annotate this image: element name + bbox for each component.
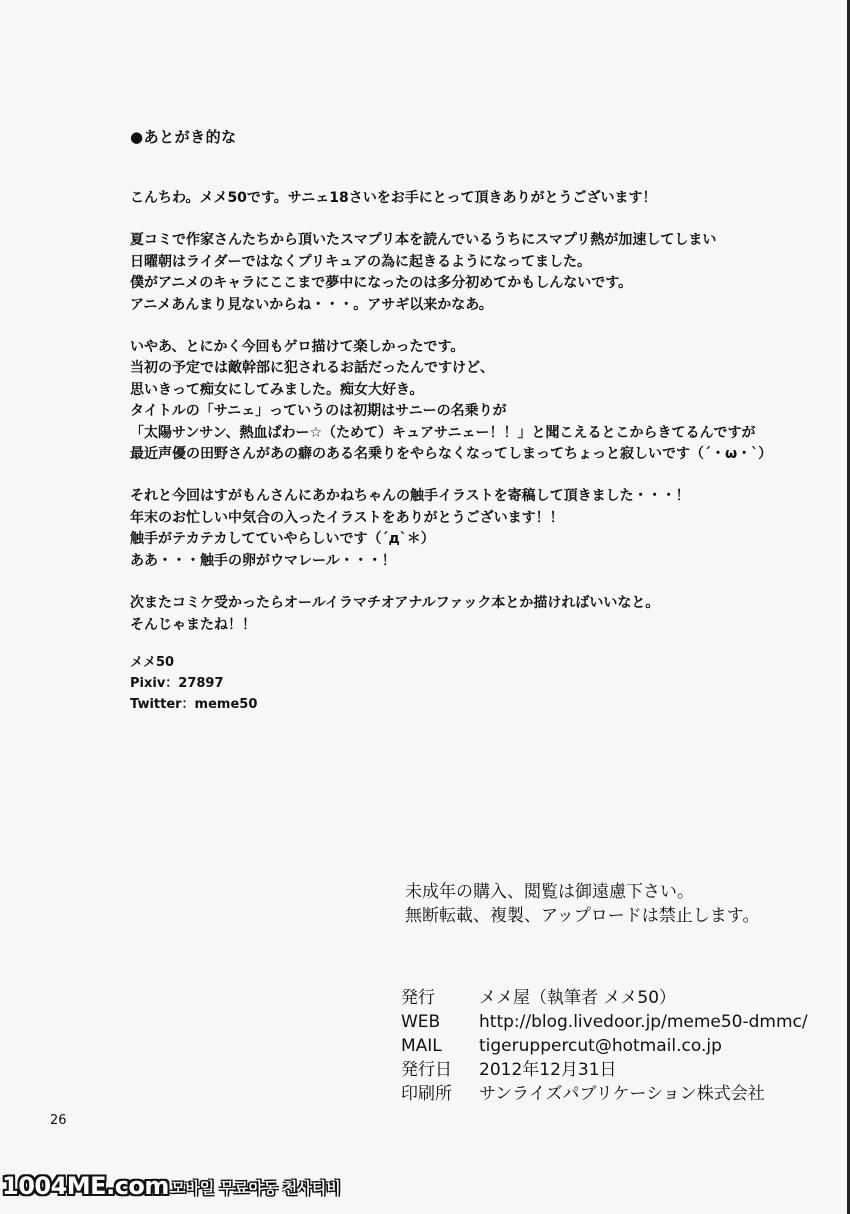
watermark-logo: 1004ME.com (2, 1172, 169, 1200)
author-pixiv: Pixiv：27897 (130, 676, 224, 691)
notice-line: 未成年の購入、閲覧は御遠慮下さい。 (405, 882, 694, 902)
colophon-value: 2012年12月31日 (479, 1060, 617, 1080)
colophon-key: 発行 (401, 988, 435, 1008)
paragraph-summer-comiket (130, 230, 830, 316)
text-line: 思いきって痴女にしてみました。痴女大好き。 (130, 381, 424, 398)
afterword-heading: ●あとがき的な (130, 128, 237, 146)
text-line: 年末のお忙しい中気合の入ったイラストをありがとうございます！！ (130, 509, 564, 526)
text-line: それと今回はすがもんさんにあかねちゃんの触手イラストを寄稿して頂きました・・・！ (130, 488, 690, 505)
text-line: いやあ、とにかく今回もゲロ描けて楽しかったです。 (130, 339, 465, 356)
watermark-tagline: 모바일 무료야동 천사티비 (170, 1179, 341, 1197)
colophon-value: メメ屋（執筆者 メメ50） (479, 988, 677, 1008)
text-line: 触手がテカテカしてていやらしいです（´д`＊） (130, 531, 435, 548)
author-signature (130, 652, 257, 715)
text-line: ああ・・・触手の卵がウマレール・・・！ (130, 552, 396, 569)
text-line: 僕がアニメのキャラにここまで夢中になったのは多分初めてかもしんないです。 (130, 275, 633, 292)
text-line: 「太陽サンサン、熱血ぱわー☆（ためて）キュアサニェー！！」と聞こえるとこからきてるんですが (130, 424, 756, 441)
author-twitter: Twitter：meme50 (130, 697, 258, 712)
colophon-key: MAIL (401, 1036, 442, 1056)
afterword-body (130, 188, 830, 657)
colophon (401, 986, 808, 1106)
text-line: アニメあんまり見ないからね・・・。アサギ以来かなあ。 (130, 296, 493, 313)
author-name: メメ50 (130, 655, 175, 670)
colophon-row-mail (401, 1034, 808, 1058)
colophon-value: tigeruppercut@hotmail.co.jp (479, 1036, 722, 1056)
colophon-row-date (401, 1058, 808, 1082)
colophon-value: http://blog.livedoor.jp/meme50-dmmc/ (479, 1012, 808, 1032)
site-watermark (2, 1170, 341, 1200)
colophon-key: WEB (401, 1012, 441, 1032)
text-line: 次またコミケ受かったらオールイラマチオアナルファック本とか描ければいいなと。 (130, 595, 660, 612)
colophon-key: 発行日 (401, 1060, 452, 1080)
text-line: 最近声優の田野さんがあの癖のある名乗りをやらなくなってしまってちょっと寂しいです（´・ω・`） (130, 446, 773, 463)
paragraph-greeting (130, 188, 830, 209)
legal-notice (405, 880, 759, 928)
colophon-row-web (401, 1010, 808, 1034)
text-line: 夏コミで作家さんたちから頂いたスマプリ本を読んでいるうちにスマプリ熱が加速してしまい (130, 232, 717, 249)
text-line: そんじゃまたね！！ (130, 616, 256, 633)
paragraph-title-story (130, 337, 830, 465)
text-line: こんちわ。メメ50です。サニェ18さいをお手にとって頂きありがとうございます！ (130, 190, 657, 206)
colophon-value: サンライズパブリケーション株式会社 (479, 1084, 765, 1104)
colophon-key: 印刷所 (401, 1084, 452, 1104)
colophon-row-publisher (401, 986, 808, 1010)
paragraph-guest-illustration (130, 486, 830, 572)
page-number: 26 (50, 1113, 67, 1128)
paragraph-closing (130, 593, 830, 636)
text-line: 日曜朝はライダーではなくプリキュアの為に起きるようになってました。 (130, 253, 592, 270)
colophon-row-printer (401, 1082, 808, 1106)
text-line: タイトルの「サニェ」っていうのは初期はサニーの名乗りが (130, 403, 507, 420)
notice-line: 無断転載、複製、アップロードは禁止します。 (405, 906, 760, 926)
text-line: 当初の予定では敵幹部に犯されるお話だったんですけど、 (130, 360, 494, 377)
